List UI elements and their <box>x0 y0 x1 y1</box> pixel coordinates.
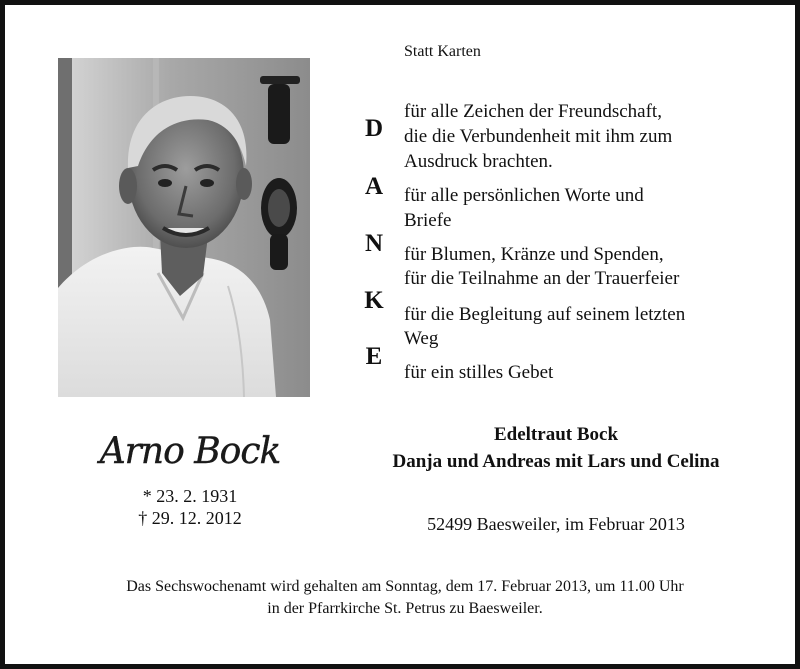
life-dates <box>105 485 275 529</box>
danke-line: Ausdruck brachten. <box>404 151 553 172</box>
family-line-2: Danja und Andreas mit Lars und Celina <box>392 451 720 472</box>
deceased-name: Arno Bock <box>99 431 281 472</box>
danke-line: für alle persönlichen Worte und <box>404 185 644 206</box>
danke-line: die die Verbundenheit mit ihm zum <box>404 126 673 147</box>
danke-letter-e: E <box>365 343 383 370</box>
portrait-photo <box>58 58 310 397</box>
place-and-date: 52499 Baesweiler, im Februar 2013 <box>427 514 685 534</box>
family-names <box>345 421 767 475</box>
notice-line-1: Das Sechswochenamt wird gehalten am Sonntag, dem 17. Februar 2013, um 11.00 Uhr <box>126 578 684 595</box>
danke-letter-a: A <box>364 173 384 200</box>
danke-letter-n: N <box>364 230 384 257</box>
danke-line: Weg <box>404 328 439 349</box>
danke-line: für ein stilles Gebet <box>404 362 554 383</box>
family-line-1: Edeltraut Bock <box>493 424 619 445</box>
statt-karten-label: Statt Karten <box>404 43 481 60</box>
death-date: † 29. 12. 2012 <box>138 508 242 528</box>
memorial-service-notice <box>45 576 765 620</box>
danke-line: für alle Zeichen der Freundschaft, <box>404 101 662 122</box>
danke-letter-d: D <box>364 115 384 142</box>
birth-date: * 23. 2. 1931 <box>142 486 238 506</box>
deceased-name-signature <box>83 425 298 477</box>
notice-line-2: in der Pfarrkirche St. Petrus zu Baesweiler. <box>267 600 543 617</box>
danke-line: für Blumen, Kränze und Spenden, <box>404 244 664 265</box>
danke-letter-k: K <box>364 287 384 314</box>
danke-line: für die Begleitung auf seinem letzten <box>404 304 686 325</box>
danke-line: Briefe <box>404 210 452 231</box>
danke-line: für die Teilnahme an der Trauerfeier <box>404 268 680 289</box>
